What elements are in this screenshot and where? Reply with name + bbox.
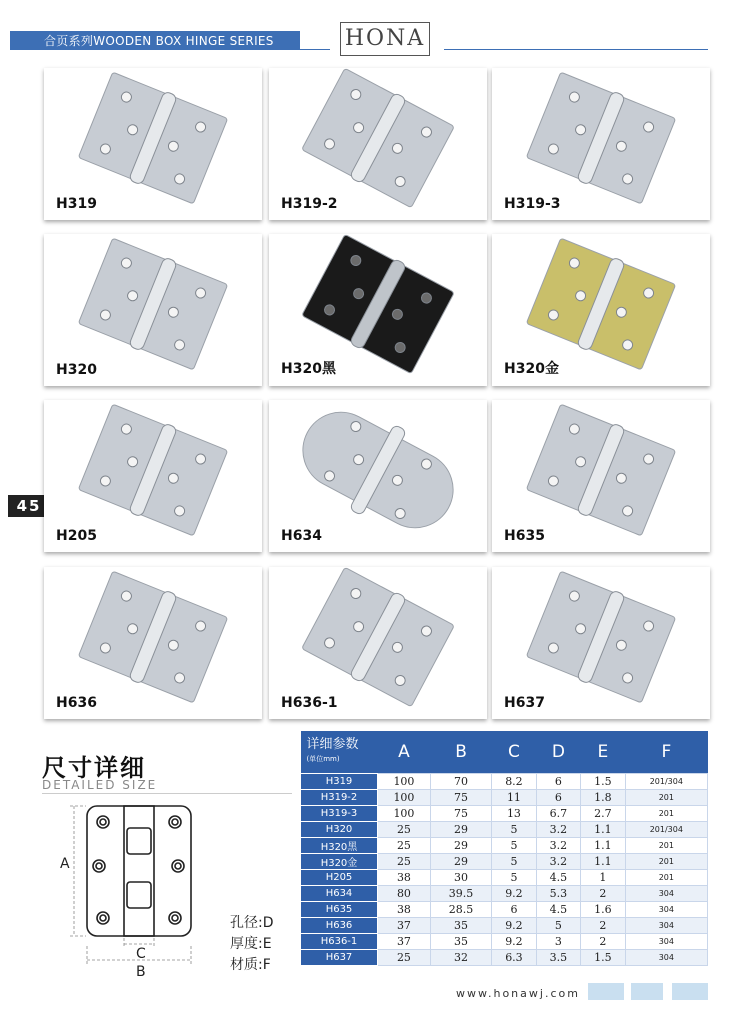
value-cell: 29 [430, 854, 491, 870]
table-row [301, 838, 708, 854]
table-row [301, 806, 708, 822]
value-cell: 28.5 [430, 902, 491, 918]
product-card[interactable] [44, 400, 262, 552]
value-cell: 304 [625, 950, 707, 966]
spec-table-header [301, 731, 708, 774]
model-cell: H205 [301, 870, 378, 886]
value-cell: 1.5 [581, 774, 625, 790]
value-cell: 38 [378, 870, 431, 886]
value-cell: 25 [378, 822, 431, 838]
value-cell: 3.2 [536, 838, 580, 854]
model-cell: H636 [301, 918, 378, 934]
product-card[interactable] [269, 400, 487, 552]
value-cell: 1.1 [581, 822, 625, 838]
material-label: 材质:F [230, 957, 271, 973]
table-title: 详细参数 [306, 737, 359, 752]
value-cell: 25 [378, 854, 431, 870]
value-cell: 25 [378, 950, 431, 966]
value-cell: 38 [378, 902, 431, 918]
product-card[interactable] [492, 567, 710, 719]
product-model-label: H319-2 [281, 196, 338, 212]
value-cell: 5 [536, 918, 580, 934]
table-row [301, 918, 708, 934]
value-cell: 9.2 [492, 934, 536, 950]
value-cell: 13 [492, 806, 536, 822]
product-model-label: H319-3 [504, 196, 561, 212]
col-header-f: F [625, 731, 707, 774]
value-cell: 1.1 [581, 854, 625, 870]
value-cell: 100 [378, 806, 431, 822]
page-number: 45 [8, 495, 50, 517]
value-cell: 35 [430, 918, 491, 934]
product-model-label: H320金 [504, 361, 559, 377]
product-card[interactable] [44, 234, 262, 386]
table-row [301, 934, 708, 950]
value-cell: 11 [492, 790, 536, 806]
value-cell: 304 [625, 902, 707, 918]
table-row [301, 774, 708, 790]
col-header-a: A [378, 731, 431, 774]
value-cell: 39.5 [430, 886, 491, 902]
value-cell: 32 [430, 950, 491, 966]
value-cell: 4.5 [536, 902, 580, 918]
value-cell: 5 [492, 838, 536, 854]
table-row [301, 822, 708, 838]
spec-table [300, 731, 708, 966]
value-cell: 5.3 [536, 886, 580, 902]
value-cell: 9.2 [492, 886, 536, 902]
product-card[interactable] [269, 68, 487, 220]
product-card[interactable] [44, 567, 262, 719]
model-cell: H634 [301, 886, 378, 902]
section-divider [42, 793, 292, 794]
model-cell: H320金 [301, 854, 378, 870]
value-cell: 4.5 [536, 870, 580, 886]
col-header-e: E [581, 731, 625, 774]
value-cell: 304 [625, 918, 707, 934]
value-cell: 100 [378, 774, 431, 790]
value-cell: 2 [581, 918, 625, 934]
value-cell: 30 [430, 870, 491, 886]
value-cell: 201/304 [625, 822, 707, 838]
value-cell: 9.2 [492, 918, 536, 934]
model-cell: H319-3 [301, 806, 378, 822]
value-cell: 1.8 [581, 790, 625, 806]
product-model-label: H636 [56, 695, 97, 711]
section-title: 尺寸详细 [42, 754, 146, 782]
col-header-b: B [430, 731, 491, 774]
col-header-d: D [536, 731, 580, 774]
header-rule-right [444, 49, 708, 50]
product-model-label: H634 [281, 528, 322, 544]
value-cell: 201 [625, 854, 707, 870]
value-cell: 80 [378, 886, 431, 902]
value-cell: 201 [625, 806, 707, 822]
product-model-label: H319 [56, 196, 97, 212]
value-cell: 2 [581, 934, 625, 950]
dimension-b-label: B [136, 964, 146, 980]
value-cell: 3.2 [536, 822, 580, 838]
value-cell: 37 [378, 918, 431, 934]
model-cell: H637 [301, 950, 378, 966]
value-cell: 1 [581, 870, 625, 886]
value-cell: 6 [536, 790, 580, 806]
model-cell: H636-1 [301, 934, 378, 950]
product-card[interactable] [492, 234, 710, 386]
hinge-knuckle-area [124, 806, 154, 936]
model-cell: H320 [301, 822, 378, 838]
dimension-c-label: C [136, 946, 146, 962]
table-unit: (单位mm) [306, 755, 340, 763]
table-row [301, 854, 708, 870]
product-model-label: H636-1 [281, 695, 338, 711]
value-cell: 304 [625, 886, 707, 902]
value-cell: 1.6 [581, 902, 625, 918]
value-cell: 1.1 [581, 838, 625, 854]
value-cell: 6.7 [536, 806, 580, 822]
table-row [301, 870, 708, 886]
value-cell: 1.5 [581, 950, 625, 966]
value-cell: 35 [430, 934, 491, 950]
product-model-label: H320黑 [281, 361, 336, 377]
value-cell: 3.5 [536, 950, 580, 966]
value-cell: 3 [536, 934, 580, 950]
table-row [301, 902, 708, 918]
col-header-c: C [492, 731, 536, 774]
header-rule-left [300, 49, 330, 50]
value-cell: 100 [378, 790, 431, 806]
product-card[interactable] [269, 567, 487, 719]
section-subtitle: DETAILED SIZE [42, 778, 158, 792]
value-cell: 25 [378, 838, 431, 854]
table-row [301, 950, 708, 966]
product-model-label: H637 [504, 695, 545, 711]
product-model-label: H635 [504, 528, 545, 544]
value-cell: 29 [430, 838, 491, 854]
model-cell: H320黑 [301, 838, 378, 854]
value-cell: 3.2 [536, 854, 580, 870]
dimension-legend [230, 913, 274, 976]
model-cell: H319 [301, 774, 378, 790]
value-cell: 5 [492, 822, 536, 838]
table-row [301, 790, 708, 806]
hinge-outline-leaf-left [87, 806, 191, 936]
brand-logo: HONA [340, 22, 430, 56]
value-cell: 8.2 [492, 774, 536, 790]
value-cell: 6 [492, 902, 536, 918]
value-cell: 5 [492, 870, 536, 886]
dimension-a-label: A [60, 856, 70, 872]
product-card[interactable] [492, 400, 710, 552]
value-cell: 2.7 [581, 806, 625, 822]
product-model-label: H320 [56, 362, 97, 378]
value-cell: 201 [625, 838, 707, 854]
value-cell: 6.3 [492, 950, 536, 966]
hole-diameter-label: 孔径:D [230, 915, 274, 931]
value-cell: 70 [430, 774, 491, 790]
footer-deco-square [588, 983, 624, 1000]
value-cell: 201/304 [625, 774, 707, 790]
footer-deco-square [631, 983, 663, 1000]
value-cell: 6 [536, 774, 580, 790]
table-row [301, 886, 708, 902]
product-card[interactable] [492, 68, 710, 220]
thickness-label: 厚度:E [230, 936, 272, 952]
value-cell: 201 [625, 870, 707, 886]
value-cell: 304 [625, 934, 707, 950]
website-url[interactable]: www.honawj.com [456, 987, 580, 1000]
model-cell: H319-2 [301, 790, 378, 806]
value-cell: 2 [581, 886, 625, 902]
model-cell: H635 [301, 902, 378, 918]
value-cell: 201 [625, 790, 707, 806]
product-card[interactable] [44, 68, 262, 220]
product-model-label: H205 [56, 528, 97, 544]
table-header-title [301, 731, 378, 774]
value-cell: 29 [430, 822, 491, 838]
series-title: 合页系列WOODEN BOX HINGE SERIES [44, 34, 274, 48]
footer-deco-square [672, 983, 708, 1000]
product-card[interactable] [269, 234, 487, 386]
value-cell: 5 [492, 854, 536, 870]
value-cell: 75 [430, 806, 491, 822]
value-cell: 37 [378, 934, 431, 950]
value-cell: 75 [430, 790, 491, 806]
